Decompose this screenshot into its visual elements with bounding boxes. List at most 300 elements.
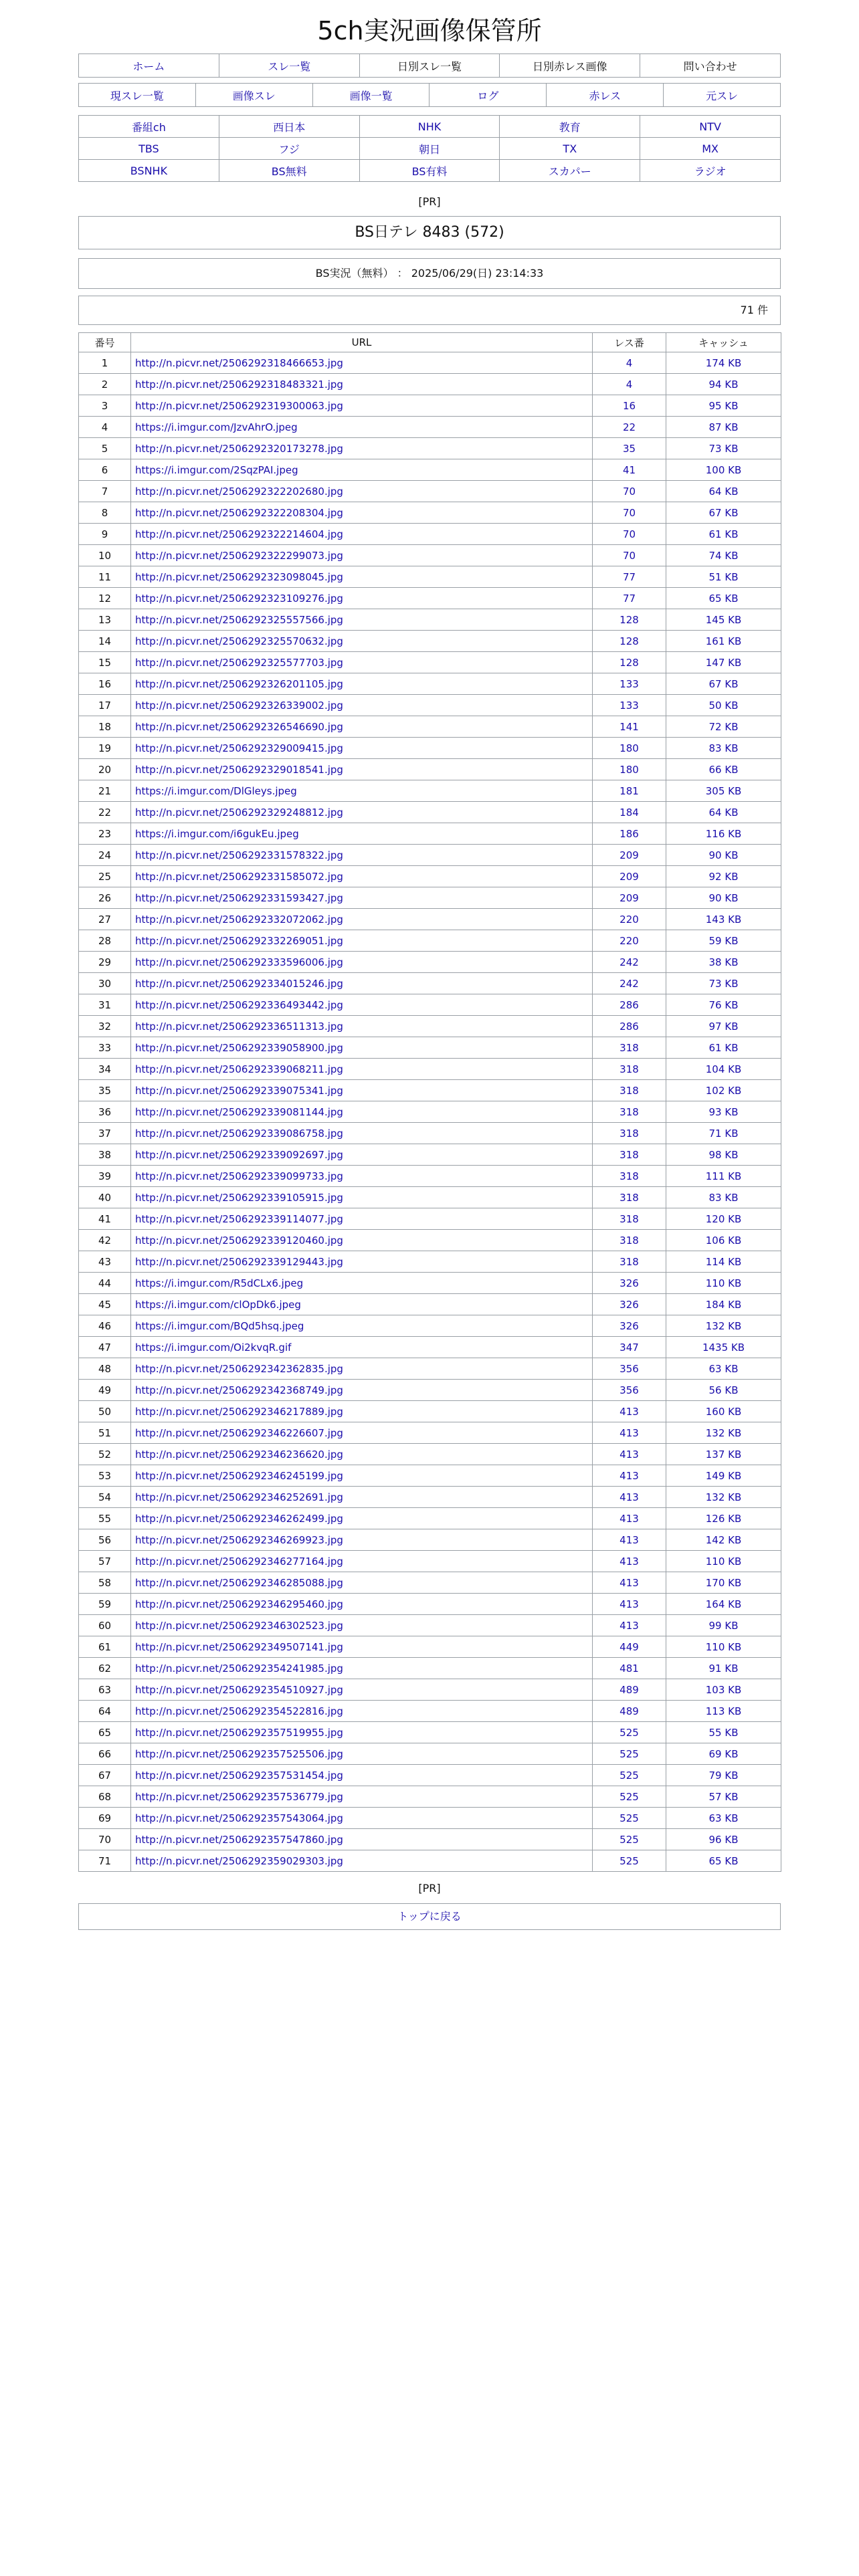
row-res-cell[interactable] (593, 481, 666, 502)
image-url-link[interactable]: http://n.picvr.net/2506292322202680.jpg (135, 485, 343, 498)
image-url-link[interactable]: http://n.picvr.net/2506292339114077.jpg (135, 1212, 343, 1225)
row-cache-cell[interactable] (666, 352, 781, 374)
row-res-cell[interactable] (593, 952, 666, 973)
row-res-cell[interactable] (593, 802, 666, 823)
row-cache-cell[interactable] (666, 1465, 781, 1487)
image-url-link[interactable]: http://n.picvr.net/2506292325570632.jpg (135, 635, 343, 647)
cache-link[interactable]: 160 KB (705, 1405, 742, 1418)
image-url-link[interactable]: http://n.picvr.net/2506292349507141.jpg (135, 1640, 343, 1653)
board-item[interactable] (640, 116, 781, 138)
res-number-link[interactable]: 318 (619, 1063, 639, 1075)
row-res-cell[interactable] (593, 673, 666, 695)
row-cache-cell[interactable] (666, 1358, 781, 1380)
image-url-link[interactable]: http://n.picvr.net/2506292336493442.jpg (135, 998, 343, 1011)
image-url-link[interactable]: http://n.picvr.net/2506292357525506.jpg (135, 1747, 343, 1760)
row-url-cell[interactable] (131, 1187, 593, 1208)
row-url-cell[interactable] (131, 1829, 593, 1850)
row-res-cell[interactable] (593, 1080, 666, 1101)
row-cache-cell[interactable] (666, 545, 781, 566)
row-url-cell[interactable] (131, 374, 593, 395)
cache-link[interactable]: 143 KB (705, 913, 742, 926)
row-cache-cell[interactable] (666, 1080, 781, 1101)
row-url-cell[interactable] (131, 1808, 593, 1829)
row-url-cell[interactable] (131, 566, 593, 588)
res-number-link[interactable]: 318 (619, 1148, 639, 1161)
cache-link[interactable]: 65 KB (708, 592, 739, 605)
cache-link[interactable]: 50 KB (708, 699, 739, 712)
board-item[interactable] (219, 116, 359, 138)
res-number-link[interactable]: 318 (619, 1255, 639, 1268)
board-link[interactable]: TBS (138, 142, 159, 155)
row-cache-cell[interactable] (666, 673, 781, 695)
row-url-cell[interactable] (131, 1658, 593, 1679)
row-url-cell[interactable] (131, 973, 593, 994)
row-url-cell[interactable] (131, 1380, 593, 1401)
image-url-link[interactable]: http://n.picvr.net/2506292357519955.jpg (135, 1726, 343, 1739)
row-cache-cell[interactable] (666, 1166, 781, 1187)
row-res-cell[interactable] (593, 566, 666, 588)
row-res-cell[interactable] (593, 1508, 666, 1529)
res-number-link[interactable]: 70 (622, 506, 636, 519)
image-url-link[interactable]: http://n.picvr.net/2506292346245199.jpg (135, 1469, 343, 1482)
res-number-link[interactable]: 16 (622, 399, 636, 412)
row-url-cell[interactable] (131, 1315, 593, 1337)
cache-link[interactable]: 72 KB (708, 720, 739, 733)
cache-link[interactable]: 305 KB (705, 784, 742, 797)
row-url-cell[interactable] (131, 631, 593, 652)
row-res-cell[interactable] (593, 1658, 666, 1679)
row-url-cell[interactable] (131, 1572, 593, 1594)
row-res-cell[interactable] (593, 631, 666, 652)
res-number-link[interactable]: 318 (619, 1170, 639, 1182)
image-url-link[interactable]: http://n.picvr.net/2506292332072062.jpg (135, 913, 343, 926)
row-res-cell[interactable] (593, 1551, 666, 1572)
row-cache-cell[interactable] (666, 695, 781, 716)
image-url-link[interactable]: http://n.picvr.net/2506292346302523.jpg (135, 1619, 343, 1632)
res-number-link[interactable]: 525 (619, 1769, 639, 1782)
board-link[interactable]: スカパー (548, 165, 591, 178)
res-number-link[interactable]: 141 (619, 720, 639, 733)
image-url-link[interactable]: http://n.picvr.net/2506292320173278.jpg (135, 442, 343, 455)
res-number-link[interactable]: 209 (619, 870, 639, 883)
res-number-link[interactable]: 489 (619, 1683, 639, 1696)
row-url-cell[interactable] (131, 1144, 593, 1166)
res-number-link[interactable]: 356 (619, 1384, 639, 1396)
back-to-top[interactable] (78, 1903, 781, 1930)
row-url-cell[interactable] (131, 588, 593, 609)
row-url-cell[interactable] (131, 1679, 593, 1701)
cache-link[interactable]: 66 KB (708, 763, 739, 776)
res-number-link[interactable]: 489 (619, 1705, 639, 1717)
cache-link[interactable]: 90 KB (708, 891, 739, 904)
cache-link[interactable]: 83 KB (708, 1191, 739, 1204)
cache-link[interactable]: 71 KB (708, 1127, 739, 1140)
cache-link[interactable]: 64 KB (708, 806, 739, 819)
row-cache-cell[interactable] (666, 1722, 781, 1743)
image-url-link[interactable]: http://n.picvr.net/2506292346262499.jpg (135, 1512, 343, 1525)
res-number-link[interactable]: 242 (619, 956, 639, 968)
thread-nav-item[interactable] (312, 84, 430, 107)
image-url-link[interactable]: https://i.imgur.com/DlGleys.jpeg (135, 784, 297, 797)
row-res-cell[interactable] (593, 1743, 666, 1765)
row-res-cell[interactable] (593, 1615, 666, 1636)
row-res-cell[interactable] (593, 1529, 666, 1551)
board-link[interactable]: ラジオ (694, 165, 727, 178)
row-res-cell[interactable] (593, 845, 666, 866)
row-res-cell[interactable] (593, 909, 666, 930)
row-res-cell[interactable] (593, 524, 666, 545)
cache-link[interactable]: 116 KB (705, 827, 742, 840)
row-url-cell[interactable] (131, 716, 593, 738)
row-url-cell[interactable] (131, 759, 593, 780)
res-number-link[interactable]: 242 (619, 977, 639, 990)
row-res-cell[interactable] (593, 374, 666, 395)
res-number-link[interactable]: 22 (622, 421, 636, 433)
row-url-cell[interactable] (131, 866, 593, 887)
row-cache-cell[interactable] (666, 438, 781, 459)
res-number-link[interactable]: 133 (619, 699, 639, 712)
row-res-cell[interactable] (593, 1636, 666, 1658)
image-url-link[interactable]: http://n.picvr.net/2506292339129443.jpg (135, 1255, 343, 1268)
row-url-cell[interactable] (131, 909, 593, 930)
row-cache-cell[interactable] (666, 1315, 781, 1337)
row-res-cell[interactable] (593, 1444, 666, 1465)
row-res-cell[interactable] (593, 994, 666, 1016)
row-url-cell[interactable] (131, 1230, 593, 1251)
board-link[interactable]: BSNHK (130, 164, 168, 177)
image-url-link[interactable]: http://n.picvr.net/2506292339075341.jpg (135, 1084, 343, 1097)
thread-nav-link[interactable]: ログ (477, 89, 499, 102)
board-link[interactable]: MX (702, 142, 719, 155)
image-url-link[interactable]: https://i.imgur.com/R5dCLx6.jpeg (135, 1277, 304, 1289)
row-res-cell[interactable] (593, 1273, 666, 1294)
row-url-cell[interactable] (131, 823, 593, 845)
row-res-cell[interactable] (593, 1187, 666, 1208)
row-url-cell[interactable] (131, 609, 593, 631)
row-cache-cell[interactable] (666, 1422, 781, 1444)
row-url-cell[interactable] (131, 545, 593, 566)
cache-link[interactable]: 184 KB (705, 1298, 742, 1311)
row-cache-cell[interactable] (666, 1615, 781, 1636)
image-url-link[interactable]: http://n.picvr.net/2506292322214604.jpg (135, 528, 343, 540)
row-res-cell[interactable] (593, 609, 666, 631)
row-res-cell[interactable] (593, 1059, 666, 1080)
image-url-link[interactable]: http://n.picvr.net/2506292331585072.jpg (135, 870, 343, 883)
row-url-cell[interactable] (131, 930, 593, 952)
image-url-link[interactable]: http://n.picvr.net/2506292332269051.jpg (135, 934, 343, 947)
image-url-link[interactable]: http://n.picvr.net/2506292326546690.jpg (135, 720, 343, 733)
image-url-link[interactable]: http://n.picvr.net/2506292342362835.jpg (135, 1362, 343, 1375)
cache-link[interactable]: 1435 KB (702, 1341, 745, 1354)
row-res-cell[interactable] (593, 417, 666, 438)
row-cache-cell[interactable] (666, 566, 781, 588)
row-cache-cell[interactable] (666, 481, 781, 502)
row-url-cell[interactable] (131, 524, 593, 545)
cache-link[interactable]: 56 KB (708, 1384, 739, 1396)
cache-link[interactable]: 110 KB (705, 1640, 742, 1653)
row-res-cell[interactable] (593, 759, 666, 780)
row-url-cell[interactable] (131, 802, 593, 823)
pr-label-bottom[interactable]: [PR] (418, 1882, 441, 1895)
row-url-cell[interactable] (131, 1080, 593, 1101)
row-cache-cell[interactable] (666, 652, 781, 673)
row-cache-cell[interactable] (666, 1765, 781, 1786)
image-url-link[interactable]: http://n.picvr.net/2506292329248812.jpg (135, 806, 343, 819)
thread-nav-link[interactable]: 現スレ一覧 (110, 89, 164, 102)
image-url-link[interactable]: http://n.picvr.net/2506292339105915.jpg (135, 1191, 343, 1204)
image-url-link[interactable]: http://n.picvr.net/2506292339058900.jpg (135, 1041, 343, 1054)
nav-item[interactable] (640, 54, 781, 78)
cache-link[interactable]: 132 KB (705, 1491, 742, 1503)
row-res-cell[interactable] (593, 1144, 666, 1166)
board-item[interactable] (79, 138, 219, 160)
image-url-link[interactable]: http://n.picvr.net/2506292354522816.jpg (135, 1705, 343, 1717)
row-res-cell[interactable] (593, 395, 666, 417)
row-url-cell[interactable] (131, 1251, 593, 1273)
row-cache-cell[interactable] (666, 1529, 781, 1551)
row-url-cell[interactable] (131, 1636, 593, 1658)
cache-link[interactable]: 63 KB (708, 1362, 739, 1375)
cache-link[interactable]: 145 KB (705, 613, 742, 626)
row-cache-cell[interactable] (666, 1594, 781, 1615)
cache-link[interactable]: 100 KB (705, 463, 742, 476)
cache-link[interactable]: 114 KB (705, 1255, 742, 1268)
board-link[interactable]: 番組ch (131, 120, 166, 134)
row-url-cell[interactable] (131, 481, 593, 502)
res-number-link[interactable]: 525 (619, 1812, 639, 1824)
res-number-link[interactable]: 326 (619, 1319, 639, 1332)
board-link[interactable]: BS無料 (271, 165, 307, 178)
res-number-link[interactable]: 286 (619, 998, 639, 1011)
row-res-cell[interactable] (593, 1166, 666, 1187)
row-res-cell[interactable] (593, 1123, 666, 1144)
cache-link[interactable]: 91 KB (708, 1662, 739, 1675)
cache-link[interactable]: 110 KB (705, 1555, 742, 1568)
board-item[interactable] (500, 160, 640, 182)
row-url-cell[interactable] (131, 1444, 593, 1465)
row-cache-cell[interactable] (666, 1294, 781, 1315)
cache-link[interactable]: 142 KB (705, 1533, 742, 1546)
image-url-link[interactable]: http://n.picvr.net/2506292357531454.jpg (135, 1769, 343, 1782)
cache-link[interactable]: 63 KB (708, 1812, 739, 1824)
image-url-link[interactable]: http://n.picvr.net/2506292331578322.jpg (135, 849, 343, 861)
res-number-link[interactable]: 413 (619, 1448, 639, 1461)
res-number-link[interactable]: 4 (626, 378, 633, 391)
res-number-link[interactable]: 347 (619, 1341, 639, 1354)
res-number-link[interactable]: 220 (619, 913, 639, 926)
res-number-link[interactable]: 525 (619, 1790, 639, 1803)
cache-link[interactable]: 164 KB (705, 1598, 742, 1610)
cache-link[interactable]: 161 KB (705, 635, 742, 647)
row-url-cell[interactable] (131, 502, 593, 524)
row-res-cell[interactable] (593, 973, 666, 994)
image-url-link[interactable]: http://n.picvr.net/2506292346252691.jpg (135, 1491, 343, 1503)
thread-nav-link[interactable]: 元スレ (706, 89, 739, 102)
row-cache-cell[interactable] (666, 631, 781, 652)
row-cache-cell[interactable] (666, 1658, 781, 1679)
cache-link[interactable]: 51 KB (708, 570, 739, 583)
row-cache-cell[interactable] (666, 609, 781, 631)
row-cache-cell[interactable] (666, 716, 781, 738)
row-res-cell[interactable] (593, 1829, 666, 1850)
board-item[interactable] (219, 160, 359, 182)
cache-link[interactable]: 99 KB (708, 1619, 739, 1632)
row-res-cell[interactable] (593, 930, 666, 952)
res-number-link[interactable]: 128 (619, 613, 639, 626)
row-url-cell[interactable] (131, 352, 593, 374)
thread-nav-link[interactable]: 画像スレ (232, 89, 276, 102)
res-number-link[interactable]: 77 (622, 592, 636, 605)
cache-link[interactable]: 113 KB (705, 1705, 742, 1717)
row-cache-cell[interactable] (666, 502, 781, 524)
board-item[interactable] (219, 138, 359, 160)
board-item[interactable] (359, 138, 500, 160)
res-number-link[interactable]: 481 (619, 1662, 639, 1675)
res-number-link[interactable]: 413 (619, 1469, 639, 1482)
row-cache-cell[interactable] (666, 1337, 781, 1358)
row-url-cell[interactable] (131, 673, 593, 695)
cache-link[interactable]: 93 KB (708, 1105, 739, 1118)
board-item[interactable] (359, 160, 500, 182)
res-number-link[interactable]: 525 (619, 1833, 639, 1846)
board-item[interactable] (640, 138, 781, 160)
res-number-link[interactable]: 184 (619, 806, 639, 819)
image-url-link[interactable]: http://n.picvr.net/2506292329018541.jpg (135, 763, 343, 776)
cache-link[interactable]: 94 KB (708, 378, 739, 391)
res-number-link[interactable]: 326 (619, 1298, 639, 1311)
cache-link[interactable]: 170 KB (705, 1576, 742, 1589)
res-number-link[interactable]: 413 (619, 1512, 639, 1525)
cache-link[interactable]: 73 KB (708, 977, 739, 990)
image-url-link[interactable]: http://n.picvr.net/2506292346295460.jpg (135, 1598, 343, 1610)
image-url-link[interactable]: http://n.picvr.net/2506292359029303.jpg (135, 1854, 343, 1867)
row-cache-cell[interactable] (666, 1208, 781, 1230)
res-number-link[interactable]: 449 (619, 1640, 639, 1653)
res-number-link[interactable]: 209 (619, 891, 639, 904)
res-number-link[interactable]: 318 (619, 1041, 639, 1054)
cache-link[interactable]: 111 KB (705, 1170, 742, 1182)
row-res-cell[interactable] (593, 1101, 666, 1123)
row-url-cell[interactable] (131, 1743, 593, 1765)
row-cache-cell[interactable] (666, 994, 781, 1016)
cache-link[interactable]: 83 KB (708, 742, 739, 754)
row-res-cell[interactable] (593, 1230, 666, 1251)
image-url-link[interactable]: http://n.picvr.net/2506292325557566.jpg (135, 613, 343, 626)
cache-link[interactable]: 92 KB (708, 870, 739, 883)
row-cache-cell[interactable] (666, 1444, 781, 1465)
image-url-link[interactable]: http://n.picvr.net/2506292354241985.jpg (135, 1662, 343, 1675)
row-res-cell[interactable] (593, 459, 666, 481)
thread-nav-item[interactable] (79, 84, 196, 107)
image-url-link[interactable]: http://n.picvr.net/2506292339099733.jpg (135, 1170, 343, 1182)
row-cache-cell[interactable] (666, 1230, 781, 1251)
row-url-cell[interactable] (131, 994, 593, 1016)
thread-nav-item[interactable] (664, 84, 781, 107)
row-cache-cell[interactable] (666, 1487, 781, 1508)
image-url-link[interactable]: https://i.imgur.com/clOpDk6.jpeg (135, 1298, 301, 1311)
row-res-cell[interactable] (593, 1701, 666, 1722)
cache-link[interactable]: 97 KB (708, 1020, 739, 1033)
row-res-cell[interactable] (593, 1251, 666, 1273)
row-res-cell[interactable] (593, 1315, 666, 1337)
row-url-cell[interactable] (131, 438, 593, 459)
cache-link[interactable]: 137 KB (705, 1448, 742, 1461)
row-res-cell[interactable] (593, 887, 666, 909)
row-cache-cell[interactable] (666, 845, 781, 866)
row-url-cell[interactable] (131, 1765, 593, 1786)
row-res-cell[interactable] (593, 352, 666, 374)
nav-label[interactable]: 問い合わせ (683, 60, 737, 73)
row-res-cell[interactable] (593, 695, 666, 716)
cache-link[interactable]: 147 KB (705, 656, 742, 669)
board-link[interactable]: NTV (699, 120, 721, 133)
row-cache-cell[interactable] (666, 802, 781, 823)
nav-item[interactable] (219, 54, 359, 78)
res-number-link[interactable]: 128 (619, 656, 639, 669)
image-url-link[interactable]: http://n.picvr.net/2506292333596006.jpg (135, 956, 343, 968)
cache-link[interactable]: 103 KB (705, 1683, 742, 1696)
row-cache-cell[interactable] (666, 866, 781, 887)
nav-item[interactable] (359, 54, 500, 78)
res-number-link[interactable]: 318 (619, 1105, 639, 1118)
row-res-cell[interactable] (593, 588, 666, 609)
board-item[interactable] (79, 116, 219, 138)
res-number-link[interactable]: 70 (622, 549, 636, 562)
res-number-link[interactable]: 220 (619, 934, 639, 947)
row-url-cell[interactable] (131, 1123, 593, 1144)
row-cache-cell[interactable] (666, 524, 781, 545)
row-url-cell[interactable] (131, 1701, 593, 1722)
row-res-cell[interactable] (593, 1358, 666, 1380)
board-link[interactable]: フジ (278, 142, 300, 156)
row-cache-cell[interactable] (666, 952, 781, 973)
row-res-cell[interactable] (593, 716, 666, 738)
row-res-cell[interactable] (593, 780, 666, 802)
image-url-link[interactable]: http://n.picvr.net/2506292334015246.jpg (135, 977, 343, 990)
board-item[interactable] (500, 138, 640, 160)
image-url-link[interactable]: http://n.picvr.net/2506292331593427.jpg (135, 891, 343, 904)
row-cache-cell[interactable] (666, 1701, 781, 1722)
nav-link[interactable]: スレ一覧 (268, 60, 311, 73)
row-res-cell[interactable] (593, 1850, 666, 1872)
row-cache-cell[interactable] (666, 1101, 781, 1123)
image-url-link[interactable]: http://n.picvr.net/2506292346277164.jpg (135, 1555, 343, 1568)
row-url-cell[interactable] (131, 1016, 593, 1037)
image-url-link[interactable]: http://n.picvr.net/2506292325577703.jpg (135, 656, 343, 669)
row-cache-cell[interactable] (666, 374, 781, 395)
cache-link[interactable]: 106 KB (705, 1234, 742, 1247)
row-cache-cell[interactable] (666, 1786, 781, 1808)
row-url-cell[interactable] (131, 1786, 593, 1808)
row-cache-cell[interactable] (666, 1508, 781, 1529)
row-cache-cell[interactable] (666, 1743, 781, 1765)
nav-item[interactable] (79, 54, 219, 78)
cache-link[interactable]: 67 KB (708, 677, 739, 690)
res-number-link[interactable]: 318 (619, 1084, 639, 1097)
thread-nav-link[interactable]: 画像一覧 (349, 89, 393, 102)
cache-link[interactable]: 102 KB (705, 1084, 742, 1097)
nav-label[interactable]: 日別スレ一覧 (397, 60, 462, 73)
nav-link[interactable]: ホーム (132, 60, 165, 73)
row-res-cell[interactable] (593, 1594, 666, 1615)
row-url-cell[interactable] (131, 780, 593, 802)
image-url-link[interactable]: https://i.imgur.com/JzvAhrO.jpeg (135, 421, 298, 433)
row-url-cell[interactable] (131, 395, 593, 417)
cache-link[interactable]: 174 KB (705, 356, 742, 369)
row-cache-cell[interactable] (666, 588, 781, 609)
cache-link[interactable]: 76 KB (708, 998, 739, 1011)
row-cache-cell[interactable] (666, 930, 781, 952)
